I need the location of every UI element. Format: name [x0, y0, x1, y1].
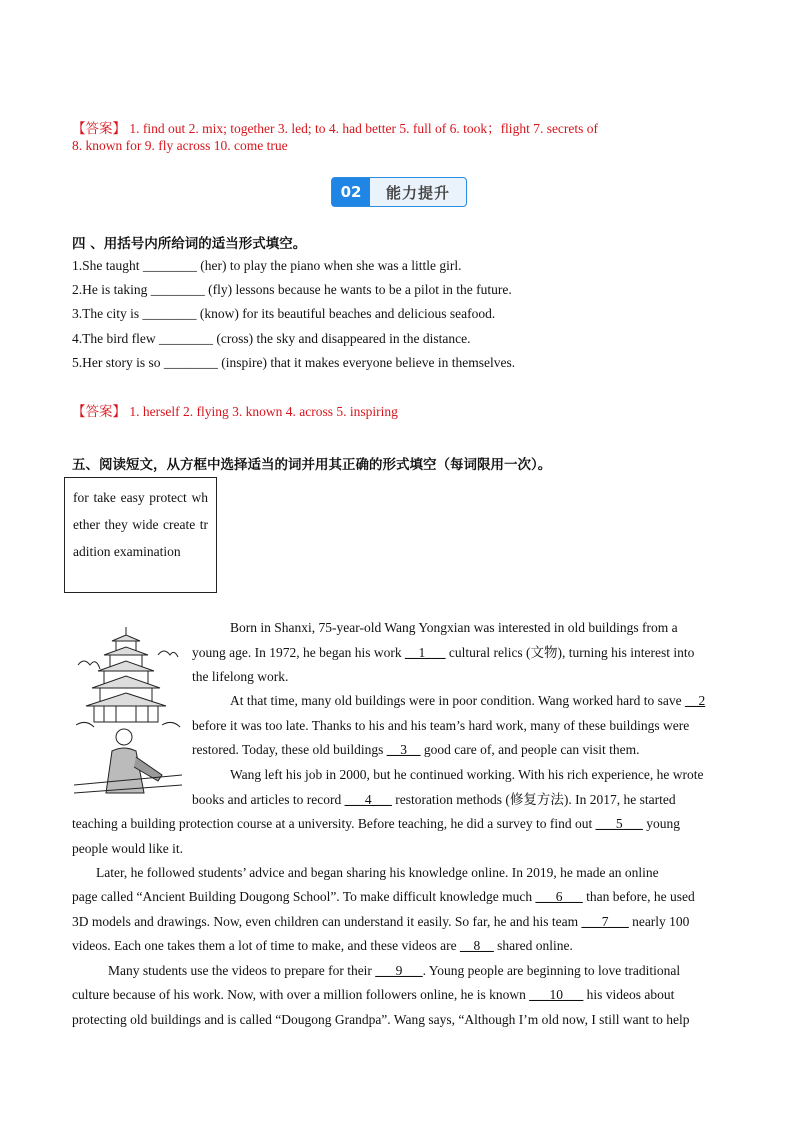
section-title: 能力提升	[385, 183, 450, 202]
passage-text: nearly 100	[628, 914, 690, 929]
answer-label: 【答案】	[72, 121, 126, 136]
word-box: for take easy protect whether they wide create tradition examination	[64, 477, 217, 593]
passage-text: shared online.	[493, 938, 573, 953]
blank-1[interactable]: __1___	[404, 645, 446, 660]
exercise-item-1: 1.She taught ________ (her) to play the piano when she was a little girl.	[72, 258, 462, 273]
passage-line	[72, 815, 680, 833]
blank-3[interactable]: __3__	[386, 742, 421, 757]
passage-text: teaching a building protection course at a university. Before teaching, he did a survey to find out	[72, 816, 596, 831]
blank-9[interactable]: ___9___	[375, 963, 423, 978]
blank-8[interactable]: __8__	[460, 938, 494, 953]
blank-5[interactable]: ___5___	[595, 816, 643, 831]
passage-text: Many students use the videos to prepare for their	[108, 963, 376, 978]
passage-line	[108, 962, 680, 980]
passage-text: young age. In 1972, he began his work	[192, 645, 405, 660]
passage-line	[72, 913, 689, 931]
passage-line: protecting old buildings and is called “Dougong Grandpa”. Wang says, “Although I’m old now, I still want to help	[72, 1012, 690, 1027]
blank-10[interactable]: ___10___	[529, 987, 584, 1002]
passage-text: young	[642, 816, 680, 831]
passage-text: books and articles to record	[192, 792, 345, 807]
blank-4[interactable]: ___4___	[344, 792, 392, 807]
passage-line: Born in Shanxi, 75-year-old Wang Yongxian was interested in old buildings from a	[230, 620, 678, 635]
passage-text: his videos about	[583, 987, 675, 1002]
exercise-item-3: 3.The city is ________ (know) for its beautiful beaches and delicious seafood.	[72, 306, 496, 321]
passage-line	[192, 791, 676, 809]
part4-heading: 四 、用括号内所给词的适当形式填空。	[72, 236, 307, 252]
blank-7[interactable]: ___7___	[581, 914, 629, 929]
pagoda-illustration	[74, 625, 182, 795]
part5-heading: 五、阅读短文，从方框中选择适当的词并用其正确的形式填空（每词限用一次）。	[72, 457, 552, 473]
passage-text: 3D models and drawings. Now, even children can understand it easily. So far, he and his team	[72, 914, 582, 929]
passage-text: restoration methods (修复方法). In 2017, he started	[391, 792, 676, 807]
passage-line: people would like it.	[72, 841, 183, 856]
answer-line-3	[72, 403, 398, 421]
passage-line: Later, he followed students’ advice and began sharing his knowledge online. In 2019, he made an online	[96, 865, 659, 880]
passage-line	[72, 986, 674, 1004]
blank-2[interactable]: __2	[684, 693, 706, 708]
passage-text: At that time, many old buildings were in poor condition. Wang worked hard to save	[230, 693, 685, 708]
answer-line-2: 8. known for 9. fly across 10. come true	[72, 138, 288, 153]
passage-line: the lifelong work.	[192, 669, 289, 684]
passage-text: good care of, and people can visit them.	[420, 742, 640, 757]
passage-text: . Young people are beginning to love traditional	[422, 963, 681, 978]
section-number: 02	[332, 178, 370, 206]
answer-label: 【答案】	[72, 404, 126, 419]
answer-text: 1. herself 2. flying 3. known 4. across 5. inspiring	[126, 404, 398, 419]
exercise-item-2: 2.He is taking ________ (fly) lessons because he wants to be a pilot in the future.	[72, 282, 512, 297]
passage-text: page called “Ancient Building Dougong School”. To make difficult knowledge much	[72, 889, 536, 904]
passage-line: Wang left his job in 2000, but he continued working. With his rich experience, he wrote	[230, 767, 704, 782]
passage-text: than before, he used	[582, 889, 695, 904]
passage-line	[192, 644, 694, 662]
passage-text: restored. Today, these old buildings	[192, 742, 387, 757]
passage-text: videos. Each one takes them a lot of time to make, and these videos are	[72, 938, 460, 953]
exercise-item-5: 5.Her story is so ________ (inspire) that it makes everyone believe in themselves.	[72, 355, 516, 370]
answer-text: 1. find out 2. mix; together 3. led; to 4. had better 5. full of 6. took；flight 7. secrets of	[126, 121, 599, 136]
pagoda-drawing	[74, 625, 182, 795]
exercise-item-4: 4.The bird flew ________ (cross) the sky and disappeared in the distance.	[72, 331, 471, 346]
passage-line	[192, 741, 639, 759]
passage-line	[72, 937, 573, 955]
section-badge	[331, 177, 467, 207]
passage-text: culture because of his work. Now, with over a million followers online, he is known	[72, 987, 530, 1002]
passage-line	[230, 692, 705, 710]
passage-line: before it was too late. Thanks to his and his team’s hard work, many of these buildings were	[192, 718, 690, 733]
answer-line-1	[72, 120, 598, 138]
blank-6[interactable]: ___6___	[535, 889, 583, 904]
passage-text: cultural relics (文物), turning his interest into	[445, 645, 695, 660]
passage-line	[72, 888, 695, 906]
